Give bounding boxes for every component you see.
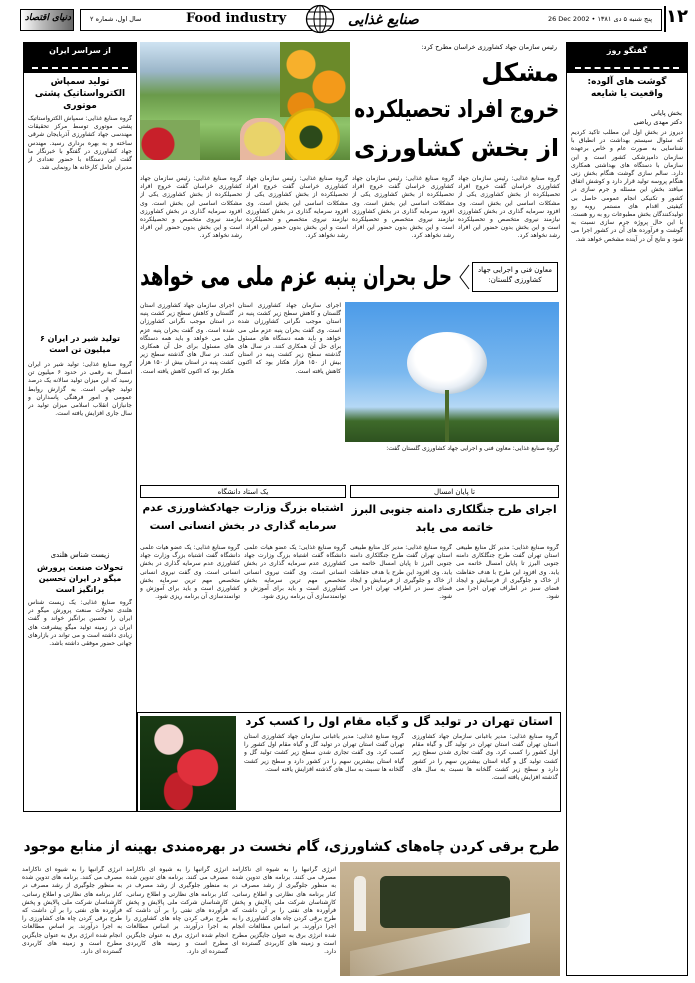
flower-headline (242, 714, 556, 728)
forest-body-col-1: گروه صنایع غذایی: مدیر کل منابع طبیعی استان تهران گفت طرح جنگلکاری دامنه جنوبی البرز تا پایان امسال خاتمه می یابد. وی افزود این طرح با هدف حفاظت از خاک و جلوگیری از فرسایش و ایجاد فضای سبز در اطراف تهران اجرا می شود. (456, 544, 559, 601)
forest-headline-2 (352, 520, 557, 534)
chevron-icon (458, 264, 470, 290)
top-headline-2 (354, 95, 559, 123)
cotton-body-col-1: اجرای سازمان جهاد کشاورزی استان گلستان و کاهش سطح زیر کشت پنبه در استان موجب نگرانی کشاورزان شده است. وی گفت بحران پنبه عزم ملی می خواهد و باید همه دستگاه های مسئول برای حل آن همکاری کنند. در سال های گذشته سطح زیر کشت پنبه در استان بیش از ۱۵۰ هزار هکتار بود که اکنون کاهش یافته است. (238, 302, 341, 375)
section-title-fa: صنایع غذایی (348, 12, 419, 28)
right-body: دیروز در بخش اول این مطلب تاکید کردیم که سئوال سیستم بهداشت در انطباق با شناسایی به صورت عام و خاص برعهده سازمان دامپزشکی کشور است و این سازمان با دستگاه های بهداشتی همکاری دارد. سالم سازی گوشت هنگام بخش زنی هنگام پروسه تولید قرار دارد و کوشش اتفاق میافتد بخش این مسئله و جرم سازی در کشور و تکنیکی انجام عمومی حاصل بی کیفیتی اقدام های مستمر روبه رو تولیدکنندگان بخش مطبوعات رو به رو هست. با این حال پروژه جرم سازی نسبت به گوشت و فرآورده های آن در کشور اجرا می شود و نتایج آن در آینده مشخص خواهد شد. (571, 129, 683, 243)
right-headline: گوشت های آلوده: واقعیت یا شایعه (587, 77, 667, 99)
wells-headline-text: طرح برقی کردن چاه‌های کشاورزی، گام نخست در بهره‌مندی بهینه از منابع موجود (24, 839, 560, 855)
investment-headline-1 (142, 502, 344, 514)
right-column-label-text: گفتگو روز (606, 46, 648, 55)
flower-photo (140, 716, 236, 810)
investment-body-col-1: گروه صنایع غذایی: یک عضو هیات علمی دانشگاه گفت اشتباه بزرگ وزارت جهاد کشاورزی عدم سرمایه گذاری در بخش انسانی است. وی گفت نیروی انسانی متخصص مهم ترین سرمایه بخش کشاورزی است و باید برای آموزش و توانمندسازی آن برنامه ریزی شود. (244, 544, 346, 601)
grain-hands (240, 118, 285, 160)
top-body-col-4: گروه صنایع غذایی: رئیس سازمان جهاد کشاورزی خراسان گفت خروج افراد تحصیلکرده از بخش کشاورزی یکی از مشکلات اساسی این بخش است. وی افزود سرمایه گذاری در بخش کشاورزی نیازمند نیروی متخصص و تحصیلکرده است و این بخش بدون حضور این افراد رشد نخواهد کرد. (140, 175, 242, 240)
cotton-stem (445, 390, 449, 442)
investment-headline-1-text: اشتباه بزرگ وزارت جهادکشاورزی عدم (142, 502, 344, 514)
investment-headline-2-text: سرمایه گذاری در بخش انسانی است (149, 520, 337, 532)
flower-headline-text: استان تهران در تولید گل و گیاه مقام اول را کسب کرد (245, 714, 553, 728)
left-column-box (23, 42, 137, 812)
page-number: ۱۲ (666, 6, 688, 27)
right-column-label (567, 43, 687, 73)
left-column-label-text: از سراسر ایران (49, 46, 111, 55)
globe-icon (305, 4, 335, 34)
oranges (280, 42, 350, 117)
right-author: دکتر مهدی ریاضی (633, 118, 682, 126)
top-body-col-3: گروه صنایع غذایی: رئیس سازمان جهاد کشاورزی خراسان گفت خروج افراد تحصیلکرده از بخش کشاورزی یکی از مشکلات اساسی این بخش است. وی افزود سرمایه گذاری در بخش کشاورزی نیازمند نیروی متخصص و تحصیلکرده است و این بخش بدون حضور این افراد رشد نخواهد کرد. (246, 175, 348, 240)
wells-body-col-1: انرژی گرانبها را به شیوه ای ناکارآمد مصرف می کنند. برنامه های تدوین شده به منظور جلوگیری از رشد مصرف در کنار برنامه های نظارتی و اطلاع رسانی، کارشناسان شرکت ملی پالایش و پخش فرآورده های نفتی را بر آن داشت که طرح برقی کردن چاه های کشاورزی را به اجرا درآورند. بر اساس مطالعات انجام شده انرژی برق به عنوان جایگزین مطرح است و زمینه های کاربردی گسترده ای دارد. (232, 866, 336, 956)
top-kicker: رئیس سازمان جهاد کشاورزی خراسان مطرح کرد: (421, 43, 557, 51)
left-subhead-2: تحولات صنعت پرورش میگو در ایران تحسین برانگیز است (37, 563, 123, 594)
top-headline-1 (354, 58, 559, 87)
logo-text: دنیای اقتصاد (24, 13, 71, 23)
cotton-boll (407, 332, 487, 394)
cotton-body-col-2: اجرای سازمان جهاد کشاورزی استان گلستان و کاهش سطح زیر کشت پنبه در استان موجب نگرانی کشاورزان شده است. وی گفت بحران پنبه عزم ملی می خواهد و باید همه دستگاه های مسئول برای حل آن همکاری کنند. در سال های گذشته سطح زیر کشت پنبه در استان بیش از ۱۵۰ هزار هکتار بود که اکنون کاهش یافته است. (140, 302, 234, 375)
cotton-headline-text: حل بحران پنبه عزم ملی می خواهد (140, 262, 452, 292)
left-body-3: گروه صنایع غذایی: یک زیست شناس هلندی تحولات صنعت پرورش میگو در ایران را تحسین برانگیز خواند و گفت ایران در زمینه تولید میگو پیشرفت های زیادی داشته است و می تواند در بازارهای جهانی حضور موفقی داشته باشد. (28, 599, 132, 648)
top-body-col-1: گروه صنایع غذایی: رئیس سازمان جهاد کشاورزی خراسان گفت خروج افراد تحصیلکرده از بخش کشاورزی یکی از مشکلات اساسی این بخش است. وی افزود سرمایه گذاری در بخش کشاورزی نیازمند نیروی متخصص و تحصیلکرده است و این بخش بدون حضور این افراد رشد نخواهد کرد. (458, 175, 560, 240)
investment-headline-2 (142, 520, 344, 532)
forest-headline-1-text: اجرای طرح جنگلکاری دامنه جنوبی البرز (352, 502, 557, 516)
forest-body-col-2: گروه صنایع غذایی: مدیر کل منابع طبیعی استان تهران گفت طرح جنگلکاری دامنه جنوبی البرز تا پایان امسال خاتمه می یابد. وی افزود این طرح با هدف حفاظت از خاک و جلوگیری از فرسایش و ایجاد فضای سبز در اطراف تهران اجرا می شود. (350, 544, 452, 601)
top-headline-3-text: از بخش کشاورزی (353, 134, 560, 162)
left-column-label (24, 43, 136, 73)
top-headline-1-text: مشکل (481, 58, 559, 87)
newspaper-logo (20, 9, 74, 31)
well-pump-photo (340, 862, 560, 976)
forest-headline-2-text: خاتمه می یابد (415, 520, 494, 534)
left-body-2: گروه صنایع غذایی: تولید شیر در ایران امسال به رقمی در حدود ۶ میلیون تن رسید که این میزان تولید سالانه یک درصد تولید جهانی است. به گزارش روابط عمومی و امور فرهنگی پاسداران و جانبازان انقلاب اسلامی میزان تولید در سال جاری افزایش یافته است. (28, 361, 132, 418)
left-subhead-1: تولید شیر در ایران ۶ میلیون تن است (39, 334, 121, 354)
flower-body-col-2: گروه صنایع غذایی: مدیر باغبانی سازمان جهاد کشاورزی استان تهران گفت استان تهران در تولید گل و گیاه مقام اول کشور را کسب کرد. وی گفت تجاری شدن سطح زیر کشت تولید گل و گیاه استان بیشترین سهم را در کشور دارد و سطح زیر کشت گلخانه ها نسبت به سال های گذشته افزایش یافته است. (244, 733, 404, 773)
person (354, 876, 366, 931)
top-body-col-2: گروه صنایع غذایی: رئیس سازمان جهاد کشاورزی خراسان گفت خروج افراد تحصیلکرده از بخش کشاورزی یکی از مشکلات اساسی این بخش است. وی افزود سرمایه گذاری در بخش کشاورزی نیازمند نیروی متخصص و تحصیلکرده است و این بخش بدون حضور این افراد رشد نخواهد کرد. (352, 175, 454, 240)
top-headline-2-text: خروج افراد تحصیلکرده (354, 95, 559, 123)
left-subhead-2-kicker: زیست شناس هلندی (50, 551, 110, 559)
wells-body-col-2: انرژی گرانبها را به شیوه ای ناکارآمد مصرف می کنند. برنامه های تدوین شده به منظور جلوگیری از رشد مصرف در کنار برنامه های نظارتی و اطلاع رسانی، کارشناسان شرکت ملی پالایش و پخش فرآورده های نفتی را بر آن داشت که طرح برقی کردن چاه های کشاورزی را به اجرا درآورند. بر اساس مطالعات انجام شده انرژی برق به عنوان جایگزین مطرح است و زمینه های کاربردی گسترده ای دارد. (126, 866, 228, 956)
left-body-1: گروه صنایع غذایی: سمپاش الکترواستاتیک پشتی موتوری توسط مرکز تحقیقات مهندسی جهاد کشاورزی آذربایجان شرقی ساخته و به بهره برداری رسید. مهندس جهاد کشاورزی در گفتگو با خبرنگار ما گفت این دستگاه با حضور تعدادی از مدیران عامل کارخانه ها رونمایی شد. (28, 115, 132, 172)
page-header (8, 6, 688, 32)
left-headline: تولید سمپاش الکترواستاتیک پشتی موتوری (34, 77, 126, 111)
cotton-label: معاون فنی و اجرایی جهاد کشاورزی گلستان: (472, 262, 558, 292)
header-rule-right (664, 6, 666, 32)
issue-number: سال اول، شماره ۲ (90, 15, 142, 23)
cotton-headline (140, 262, 452, 292)
wells-body-col-3: انرژی گرانبها را به شیوه ای ناکارآمد مصرف می کنند. برنامه های تدوین شده به منظور جلوگیری از رشد مصرف در کنار برنامه های نظارتی و اطلاع رسانی، کارشناسان شرکت ملی پالایش و پخش فرآورده های نفتی را بر آن داشت که طرح برقی کردن چاه های کشاورزی را به اجرا درآورند. بر اساس مطالعات انجام شده انرژی برق به عنوان جایگزین مطرح است و زمینه های کاربردی گسترده ای دارد. (22, 866, 122, 956)
wells-headline (24, 839, 560, 855)
cotton-caption: گروه صنایع غذایی: معاون فنی و اجرایی جهاد کشاورزی گلستان گفت: (386, 445, 559, 452)
issue-date: 26 Dec 2002 • ۱۳۸۱ پنج شنبه ۵ دی (547, 15, 652, 23)
investment-label: یک استاد دانشگاه (140, 485, 346, 498)
flower-body-col-1: گروه صنایع غذایی: مدیر باغبانی سازمان جهاد کشاورزی استان تهران گفت استان تهران در تولید گل و گیاه مقام اول کشور را کسب کرد. وی گفت تجاری شدن سطح زیر کشت تولید گل و گیاه استان بیشترین سهم را در کشور دارد و سطح زیر کشت گلخانه ها نسبت به سال های گذشته افزایش یافته است. (412, 733, 558, 782)
top-headline-3 (354, 134, 559, 162)
right-column-box (566, 42, 688, 976)
cotton-photo (345, 302, 559, 442)
farm-collage-photo (140, 42, 350, 160)
investment-body-col-2: گروه صنایع غذایی: یک عضو هیات علمی دانشگاه گفت اشتباه بزرگ وزارت جهاد کشاورزی عدم سرمایه گذاری در بخش انسانی است. وی گفت نیروی انسانی متخصص مهم ترین سرمایه بخش کشاورزی است و باید برای آموزش و توانمندسازی آن برنامه ریزی شود. (140, 544, 240, 601)
forest-label: تا پایان امسال (350, 485, 559, 498)
red-machine (140, 120, 200, 160)
forest-headline-1 (352, 502, 557, 516)
section-title-en: Food industry (186, 11, 287, 26)
sunflower (282, 108, 340, 160)
right-part: بخش پایانی (650, 109, 682, 117)
